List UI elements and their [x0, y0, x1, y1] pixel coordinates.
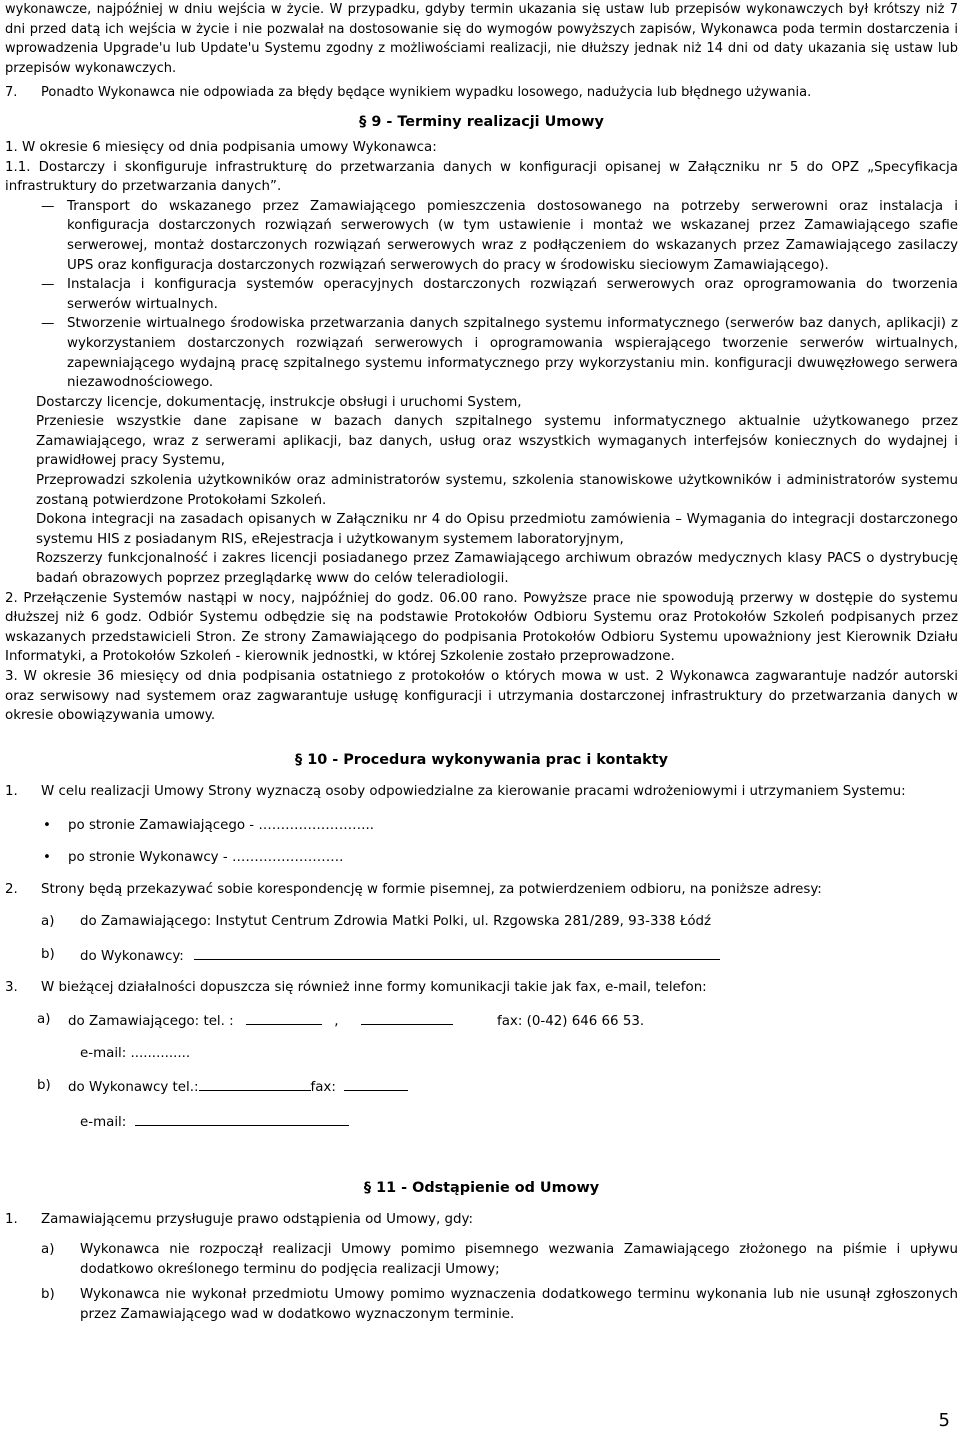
- item-7-number: 7.: [5, 85, 18, 101]
- item-mark: a): [41, 1241, 55, 1257]
- blank-line: [344, 1076, 408, 1091]
- section-9-p1: 1. W okresie 6 miesięcy od dnia podpisania umowy Wykonawca:: [5, 139, 437, 155]
- item-text: do Wykonawcy:: [80, 948, 184, 964]
- item-text: Wykonawca nie rozpoczął realizacji Umowy pomimo pisemnego wezwania Zamawiającego złożonego na piśmie i upływu dodatkowo określonego terminu do podjęcia realizacji Umowy;: [80, 1241, 958, 1277]
- dash-item: [5, 197, 958, 275]
- contact-a: [5, 1010, 958, 1032]
- section-sign: §: [294, 751, 303, 768]
- item-mark: a): [41, 914, 55, 930]
- contact-a-email: e-mail: ..............: [80, 1045, 191, 1061]
- section-10-p3: [5, 978, 958, 998]
- section-sign: §: [363, 1180, 372, 1197]
- withdrawal-item: [5, 1285, 958, 1324]
- withdrawal-item: [5, 1240, 958, 1279]
- blank-line: [194, 945, 720, 960]
- item-7-text: Ponadto Wykonawca nie odpowiada za błędy będące wynikiem wypadku losowego, nadużycia lub błędnego używania.: [41, 85, 812, 101]
- dash-item: [5, 314, 958, 392]
- fax-text: fax:: [310, 1080, 336, 1096]
- section-9-p3: 3. W okresie 36 miesięcy od dnia podpisania ostatniego z protokołów o których mowa w ust. 2 Wykonawca zagwarantuje nadzór autorski oraz serwisowy nad systemem oraz zagwarantuje usługę konfiguracji i utrzymania dostarczonej infrastruktury do przetwarzania danych w okresie obowiązywania umowy.: [5, 669, 958, 724]
- dash-item: [5, 275, 958, 314]
- bullet-item: [5, 816, 958, 836]
- section-10-p1: [5, 782, 958, 802]
- blank-line: [361, 1010, 453, 1025]
- section-sign: §: [359, 113, 367, 130]
- item-7: [5, 83, 958, 103]
- section-11-heading: [5, 1178, 958, 1198]
- dash-item-text: Stworzenie wirtualnego środowiska przetwarzania danych szpitalnego systemu informatycznego (serwerów baz danych, aplikacji) z wykorzystaniem dostarczonych rozwiązań serwerowych i oprogramowania wspierającego tworzenie serwerów wirtualnych, zapewniającego wydajną pracę szpitalnego systemu informatycznego przy wykorzystaniu min. konfiguracji dwuwęzłowego serwera niezawodnościowego.: [67, 316, 958, 391]
- fax-text: fax: (0-42) 646 66 53.: [497, 1013, 645, 1029]
- section-9-p11: 1.1. Dostarczy i skonfiguruje infrastrukturę do przetwarzania danych w konfiguracji opisanej w Załączniku nr 5 do OPZ „Specyfikacja infrastruktury do przetwarzania danych”.: [5, 159, 958, 195]
- item-text: Strony będą przekazywać sobie korespondencję w formie pisemnej, za potwierdzeniem odbioru, na poniższe adresy:: [41, 881, 822, 897]
- document-page: [5, 0, 958, 1324]
- bullet-marker: •: [43, 849, 51, 865]
- dash-marker: —: [41, 316, 55, 332]
- item-mark: a): [37, 1011, 51, 1027]
- page-number: 5: [938, 1410, 950, 1431]
- blank-line: [199, 1076, 311, 1091]
- item-number: 1.: [5, 1212, 18, 1228]
- blank-line: [246, 1010, 322, 1025]
- dash-marker: —: [41, 277, 55, 293]
- section-9-title: 9 - Terminy realizacji Umowy: [371, 113, 604, 130]
- blank-line: [135, 1111, 349, 1126]
- item-text: do Zamawiającego: Instytut Centrum Zdrowia Matki Polki, ul. Rzgowska 281/289, 93-338 Łódź: [80, 914, 712, 930]
- indent-item: Przeprowadzi szkolenia użytkowników oraz administratorów systemu, szkolenia stanowiskowe użytkowników i administratorów systemu zostaną potwierdzone Protokołami Szkoleń.: [36, 473, 958, 508]
- item-number: 3.: [5, 980, 18, 996]
- section-9-p2: 2. Przełączenie Systemów nastąpi w nocy, najpóźniej do godz. 06.00 rano. Powyższe prace nie spowodują przerwy w dostępie do systemu dłuższej niż 6 godz. Odbiór Systemu odbędzie się na podstawie Protokołów Odbioru Systemu oraz Protokołów Szkoleń podpisanych przez wskazanych przedstawicieli Stron. Ze strony Zamawiającego do podpisania Protokołów Odbioru Systemu upoważniony jest Kierownik Działu Informatyki, a Protokołów Szkoleń - kierownik jednostki, w której Szkolenie zostało przeprowadzone.: [5, 590, 958, 665]
- item-mark: b): [41, 946, 55, 962]
- dash-marker: —: [41, 198, 55, 214]
- dash-item-text: Instalacja i konfiguracja systemów operacyjnych dostarczonych rozwiązań serwerowych oraz oprogramowania do tworzenia serwerów wirtualnych.: [67, 277, 958, 312]
- item-text: do Zamawiającego: tel. :: [68, 1013, 234, 1029]
- bullet-text: po stronie Wykonawcy - …………………….: [68, 849, 344, 865]
- section-11-title: 11 - Odstąpienie od Umowy: [376, 1180, 600, 1197]
- item-text: W celu realizacji Umowy Strony wyznaczą osoby odpowiedzialne za kierowanie pracami wdrożeniowymi i utrzymaniem Systemu:: [41, 783, 906, 799]
- intro-paragraph: wykonawcze, najpóźniej w dniu wejścia w życie. W przypadku, gdyby termin ukazania się ustaw lub przepisów wykonawczych był krótszy niż 7 dni przed datą ich wejścia w życie i nie pozwalał na dostosowanie się do wymogów powyższych zapisów, Wykonawca poda termin dostarczenia i wprowadzenia Upgrade'u lub Update'u Systemu zgodny z możliwościami realizacji, nie dłuższy jednak niż 14 dni od daty ukazania się ustaw lub przepisów wykonawczych.: [5, 2, 958, 76]
- item-mark: b): [37, 1078, 51, 1094]
- email-label: e-mail:: [80, 1114, 127, 1130]
- indent-item: Dokona integracji na zasadach opisanych w Załączniku nr 4 do Opisu przedmiotu zamówienia – Wymagania do integracji dostarczonego systemu HIS z posiadanym RIS, eRejestracja i użytkowanym systemem laboratoryjnym,: [36, 512, 958, 547]
- address-a: [5, 912, 958, 932]
- item-text: do Wykonawcy tel.:: [68, 1080, 199, 1096]
- contact-b: [5, 1076, 958, 1098]
- section-11-p1: [5, 1210, 958, 1230]
- item-number: 1.: [5, 783, 18, 799]
- bullet-marker: •: [43, 818, 51, 834]
- indent-item: Przeniesie wszystkie dane zapisane w bazach danych szpitalnego systemu informatycznego aktualnie użytkowanego przez Zamawiającego, wraz z serwerami aplikacji, baz danych, usług oraz wszystkich wymaganych interfejsów koniecznych do wydajnej i prawidłowej pracy Systemu,: [36, 414, 958, 469]
- item-mark: b): [41, 1287, 55, 1303]
- section-10-p2: [5, 880, 958, 900]
- bullet-item: [5, 848, 958, 868]
- section-9-heading: [5, 112, 958, 132]
- section-10-title: 10 - Procedura wykonywania prac i kontakty: [307, 751, 669, 768]
- indent-item: Dostarczy licencje, dokumentację, instrukcje obsługi i uruchomi System,: [36, 394, 522, 410]
- item-text: Zamawiającemu przysługuje prawo odstąpienia od Umowy, gdy:: [41, 1212, 473, 1228]
- item-text: W bieżącej działalności dopuszcza się również inne formy komunikacji takie jak fax, e-mail, telefon:: [41, 980, 707, 996]
- contact-b-email-row: [5, 1111, 958, 1133]
- item-number: 2.: [5, 881, 18, 897]
- item-text: Wykonawca nie wykonał przedmiotu Umowy pomimo wyznaczenia dodatkowego terminu wykonania lub nie usunął zgłoszonych przez Zamawiającego wad w dodatkowo wyznaczonym terminie.: [80, 1287, 958, 1322]
- address-b: [5, 945, 958, 967]
- comma: ,: [334, 1013, 339, 1029]
- indent-item: Rozszerzy funkcjonalność i zakres licencji posiadanego przez Zamawiającego archiwum obrazów medycznych klasy PACS o dystrybucję badań obrazowych poprzez przeglądarkę www do celów teleradiologii.: [36, 551, 958, 587]
- section-10-heading: [5, 750, 958, 770]
- dash-item-text: Transport do wskazanego przez Zamawiającego pomieszczenia dostosowanego na potrzeby serwerowni oraz instalacja i konfiguracja dostarczonych rozwiązań serwerowych (w tym ustawienie i montaż we wskazanej przez Zamawiającego szafie serwerowej, montaż dostarczonych rozwiązań serwerowych wraz z podłączeniem do wskazanych przez Zamawiającego zasilaczy UPS oraz konfiguracja dostarczonych rozwiązań serwerowych do pracy w środowisku sieciowym Zamawiającego).: [67, 198, 958, 273]
- bullet-text: po stronie Zamawiającego - ……………………..: [68, 818, 374, 834]
